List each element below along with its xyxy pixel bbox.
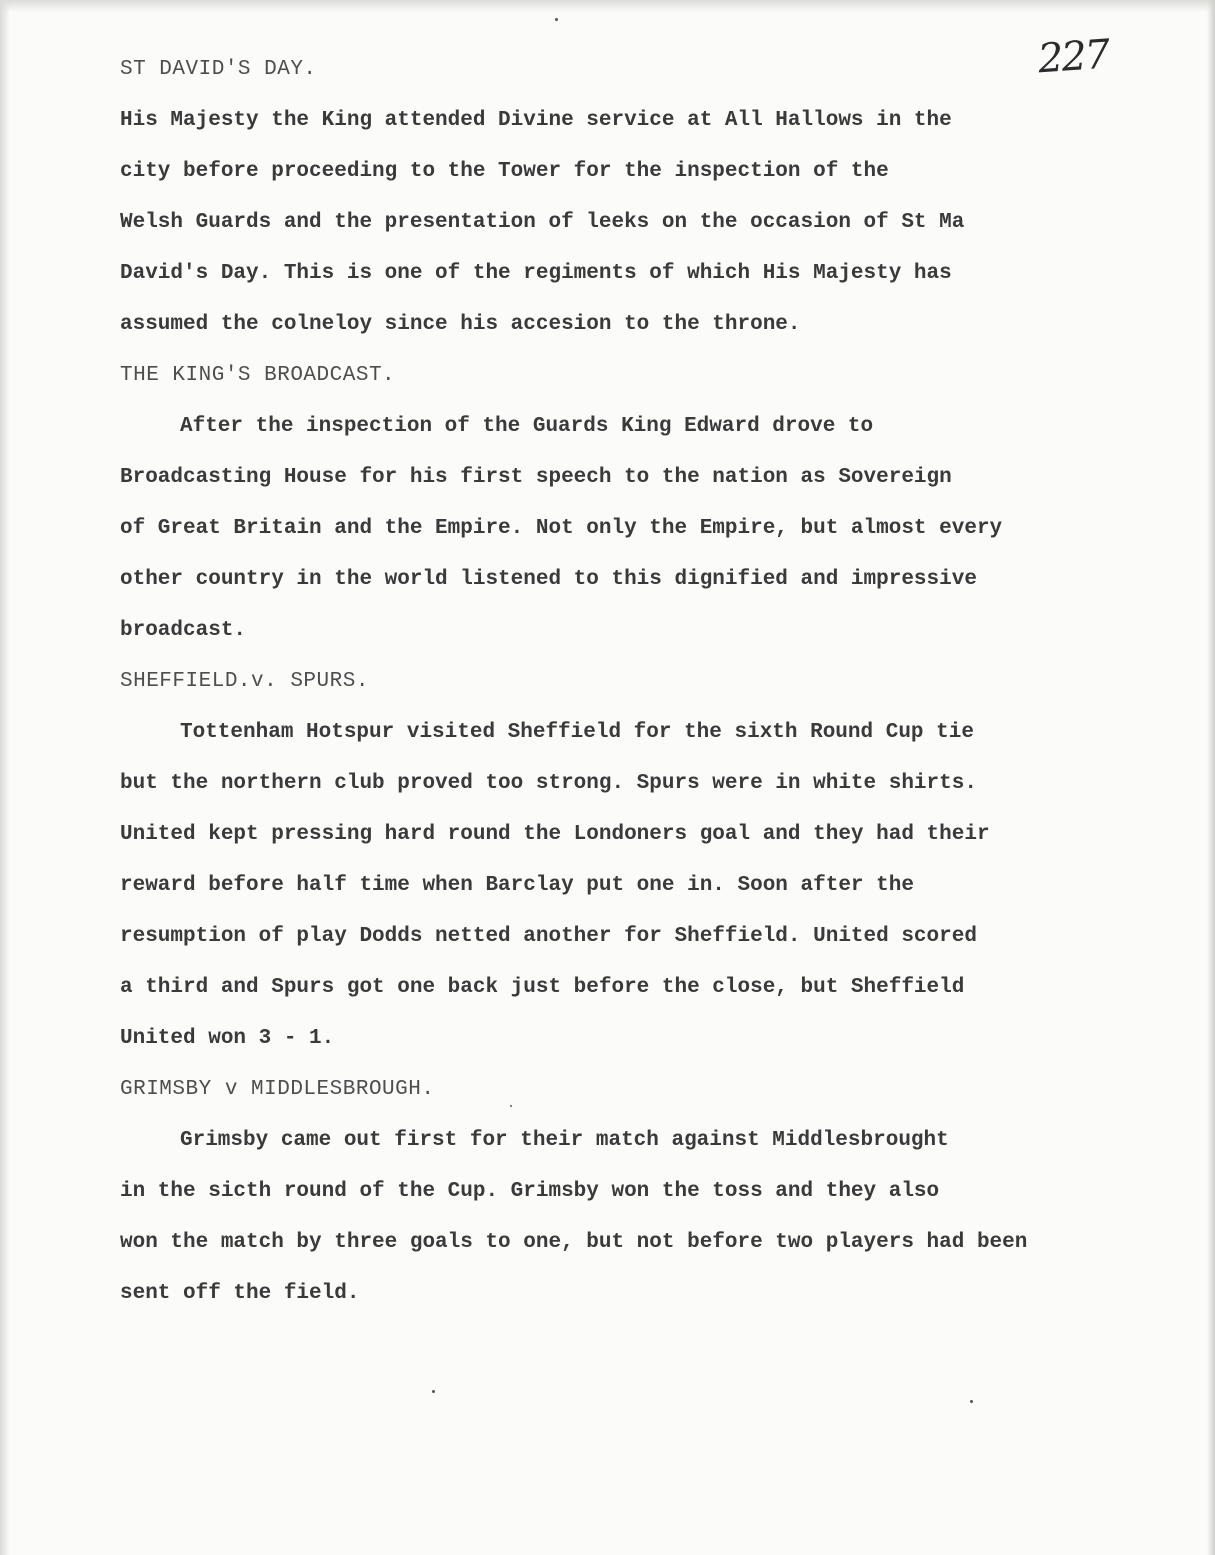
text-line: Grimsby came out first for their match against Middlesbrought [180,1129,949,1152]
section-heading: GRIMSBY v MIDDLESBROUGH. [120,1078,435,1101]
text-line: in the sicth round of the Cup. Grimsby won the toss and they also [120,1180,940,1203]
text-line: Welsh Guards and the presentation of leeks on the occasion of St Ma [120,211,965,234]
text-line: reward before half time when Barclay put one in. Soon after the [120,874,914,897]
text-line: After the inspection of the Guards King Edward drove to [180,415,874,438]
text-line: other country in the world listened to this dignified and impressive [120,568,977,591]
scan-speck [510,1105,512,1107]
scan-speck [555,18,558,21]
scan-edge-top [0,0,1215,12]
text-line: Tottenham Hotspur visited Sheffield for the sixth Round Cup tie [180,721,974,744]
text-line: resumption of play Dodds netted another for Sheffield. United scored [120,925,977,948]
text-line: won the match by three goals to one, but not before two players had been [120,1231,1028,1254]
text-line: David's Day. This is one of the regiments of which His Majesty has [120,262,952,285]
text-line: United won 3 - 1. [120,1027,335,1050]
text-line: a third and Spurs got one back just before the close, but Sheffield [120,976,965,999]
scan-edge-left [0,0,10,1555]
text-line: but the northern club proved too strong. Spurs were in white shirts. [120,772,977,795]
handwritten-page-number: 227 [1036,31,1110,83]
text-line: of Great Britain and the Empire. Not only the Empire, but almost every [120,517,1003,540]
section-heading: THE KING'S BROADCAST. [120,364,396,387]
text-line: Broadcasting House for his first speech to the nation as Sovereign [120,466,952,489]
text-line: assumed the colneloy since his accesion to the throne. [120,313,801,336]
scan-speck [970,1400,973,1403]
text-line: city before proceeding to the Tower for the inspection of the [120,160,889,183]
text-line: His Majesty the King attended Divine service at All Hallows in the [120,109,952,132]
scan-edge-right [1207,0,1215,1555]
section-heading: ST DAVID'S DAY. [120,58,317,81]
text-line: broadcast. [120,619,247,642]
scan-speck [432,1390,435,1393]
section-heading: SHEFFIELD.v. SPURS. [120,670,369,693]
text-line: United kept pressing hard round the Londoners goal and they had their [120,823,990,846]
text-line: sent off the field. [120,1282,360,1305]
typed-text [120,44,1200,1319]
